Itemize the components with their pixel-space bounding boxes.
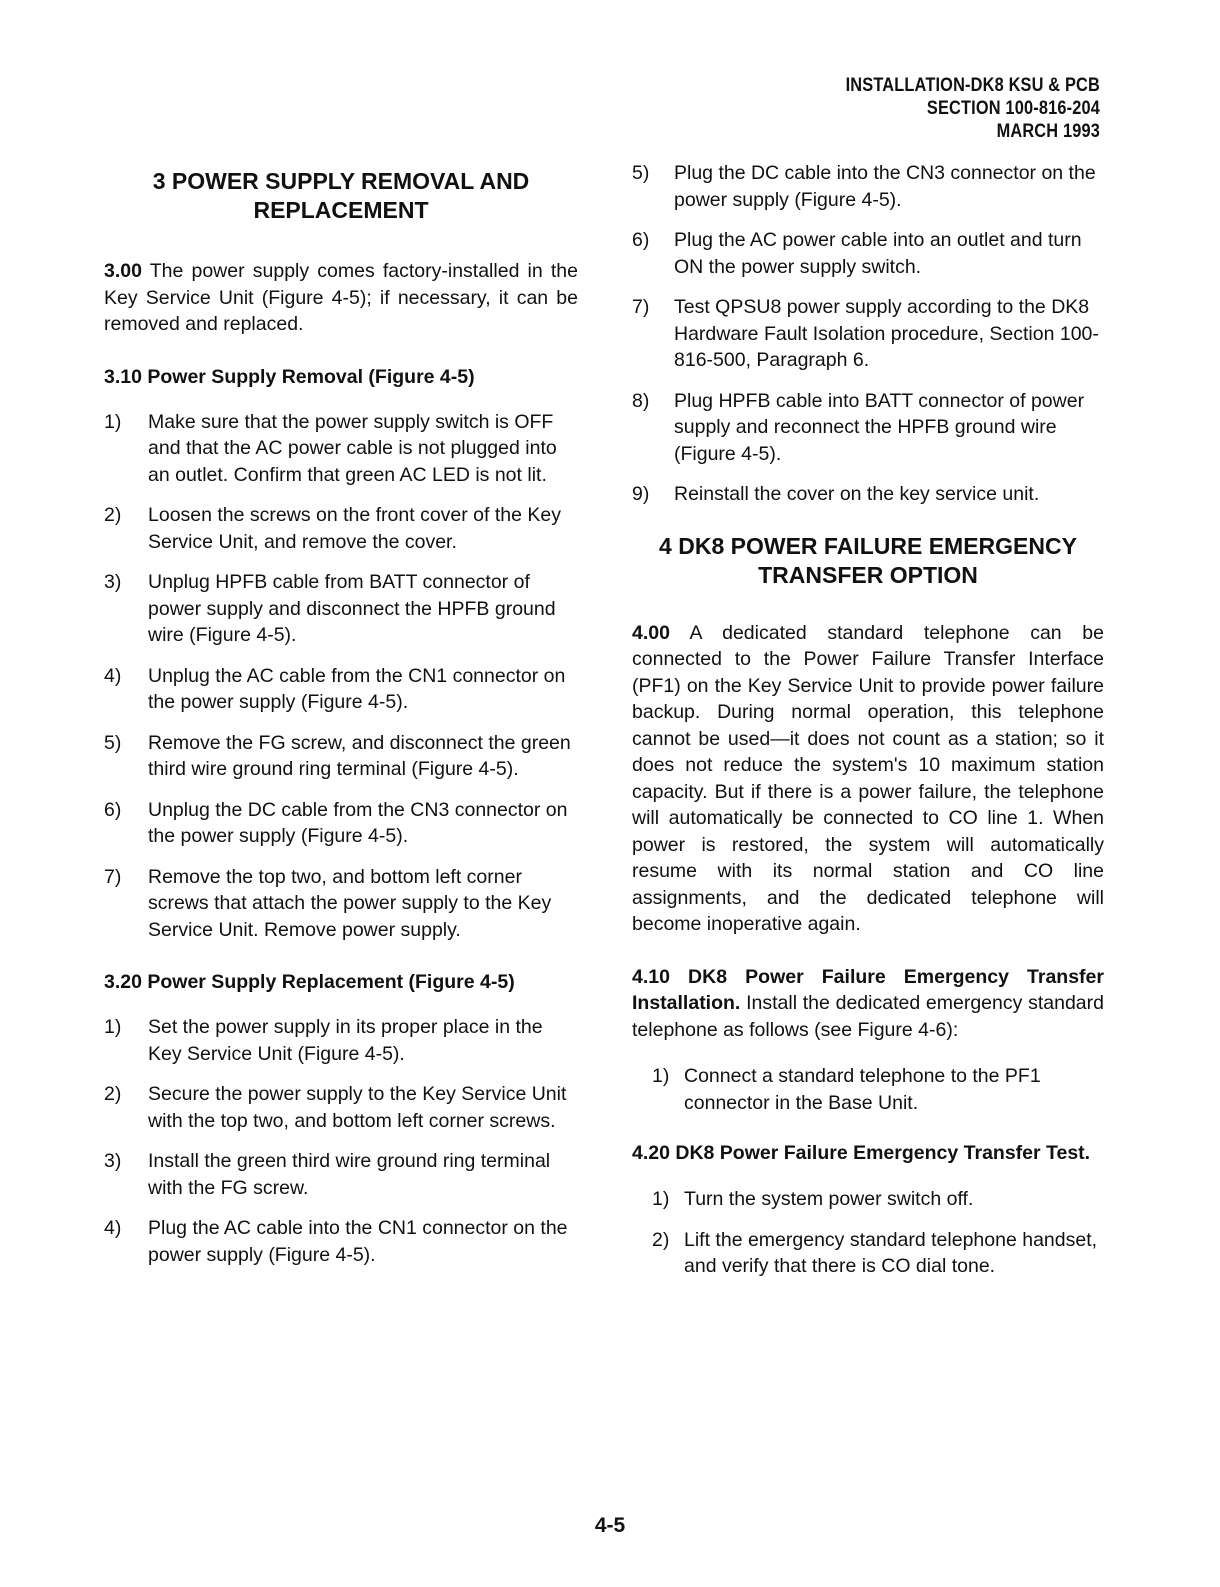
step-text: Plug the AC cable into the CN1 connector on the power supply (Figure 4-5). xyxy=(148,1217,568,1266)
step-text: Plug the DC cable into the CN3 connector on the power supply (Figure 4-5). xyxy=(674,162,1096,211)
paragraph-text: Install the dedicated emergency standard telephone as follows (see Figure 4-6): xyxy=(632,992,1104,1041)
step-number: 2) xyxy=(652,1228,670,1251)
list-item xyxy=(632,388,1104,468)
paragraph-4-00 xyxy=(632,620,1104,938)
step-text: Lift the emergency standard telephone handset, and verify that there is CO dial tone. xyxy=(684,1228,1098,1277)
right-column xyxy=(632,160,1104,1294)
list-item xyxy=(632,294,1104,374)
list-item xyxy=(104,1014,578,1067)
step-text: Test QPSU8 power supply according to the DK8 Hardware Fault Isolation procedure, Section 100-816-500, Paragraph 6. xyxy=(674,296,1099,371)
list-item xyxy=(632,1227,1104,1280)
step-number: 6) xyxy=(632,229,650,251)
page-number: 4-5 xyxy=(594,1514,626,1537)
list-item xyxy=(104,663,578,716)
list-item xyxy=(104,1215,578,1268)
step-text: Turn the system power switch off. xyxy=(684,1188,974,1210)
paragraph-number: 3.00 xyxy=(104,260,142,282)
step-number: 7) xyxy=(104,865,122,888)
list-item xyxy=(104,569,578,649)
step-text: Unplug the AC cable from the CN1 connector on the power supply (Figure 4-5). xyxy=(148,664,566,713)
step-number: 8) xyxy=(632,389,650,412)
header-title: INSTALLATION-DK8 KSU & PCB xyxy=(845,75,1100,96)
step-text: Reinstall the cover on the key service unit. xyxy=(674,483,1040,505)
step-text: Connect a standard telephone to the PF1 connector in the Base Unit. xyxy=(684,1065,1041,1114)
step-text: Unplug HPFB cable from BATT connector of power supply and disconnect the HPFB ground wire (Figure 4-5). xyxy=(148,571,556,646)
step-number: 4) xyxy=(104,664,122,687)
section-4-title: 4 DK8 POWER FAILURE EMERGENCY TRANSFER OPTION xyxy=(659,532,1077,588)
step-number: 1) xyxy=(652,1188,670,1210)
left-column xyxy=(104,160,578,1282)
step-number: 5) xyxy=(104,731,122,754)
paragraph-4-10 xyxy=(632,964,1104,1044)
replacement-heading: 3.20 Power Supply Replacement (Figure 4-5) xyxy=(104,971,515,993)
list-item xyxy=(632,160,1104,213)
test-heading: 4.20 DK8 Power Failure Emergency Transfer Test. xyxy=(632,1142,1091,1164)
step-text: Loosen the screws on the front cover of the Key Service Unit, and remove the cover. xyxy=(148,504,561,553)
step-number: 2) xyxy=(104,504,122,526)
replacement-steps-continued xyxy=(632,160,1104,508)
list-item xyxy=(632,1063,1104,1116)
list-item xyxy=(104,730,578,783)
step-number: 1) xyxy=(104,1016,122,1038)
header-date: MARCH 1993 xyxy=(996,121,1100,142)
list-item xyxy=(104,409,578,489)
list-item xyxy=(632,481,1104,508)
paragraph-number: 4.00 xyxy=(632,621,670,644)
installation-heading: 4.10 DK8 Power Failure Emergency Transfer Installation. xyxy=(632,965,1104,1014)
step-number: 4) xyxy=(104,1217,122,1239)
step-text: Plug the AC power cable into an outlet and turn ON the power supply switch. xyxy=(674,229,1082,278)
removal-heading: 3.10 Power Supply Removal (Figure 4-5) xyxy=(104,365,475,388)
step-number: 2) xyxy=(104,1083,122,1105)
replacement-steps xyxy=(104,1014,578,1268)
list-item xyxy=(104,502,578,555)
paragraph-text: The power supply comes factory-installed in the Key Service Unit (Figure 4-5); if necessary, it can be removed and replaced. xyxy=(104,260,578,335)
step-number: 7) xyxy=(632,296,650,318)
list-item xyxy=(632,227,1104,280)
paragraph-3-00 xyxy=(104,258,578,338)
list-item xyxy=(104,864,578,944)
section-3-title: 3 POWER SUPPLY REMOVAL AND REPLACEMENT xyxy=(152,168,530,223)
step-text: Remove the top two, and bottom left corner screws that attach the power supply to the Key Service Unit. Remove power supply. xyxy=(148,865,552,941)
step-number: 1) xyxy=(652,1065,670,1087)
step-number: 3) xyxy=(104,571,122,593)
list-item xyxy=(104,1081,578,1134)
header-section: SECTION 100-816-204 xyxy=(926,98,1100,119)
step-text: Make sure that the power supply switch is OFF and that the AC power cable is not plugged into an outlet. Confirm that green AC LED is not lit. xyxy=(148,410,557,486)
list-item xyxy=(104,1148,578,1201)
paragraph-text: A dedicated standard telephone can be connected to the Power Failure Transfer Interface (PF1) on the Key Service Unit to provide power failure backup. During normal operation, this telephone cannot be used—it does not count as a station; so it does not reduce the system's 10 maximum station capacity. But if there is a power failure, the telephone will automatically be connected to CO line 1. When power is restored, the system will automatically resume with its normal station and CO line assignments, and the dedicated telephone will become inoperative again. xyxy=(632,621,1104,935)
step-text: Secure the power supply to the Key Service Unit with the top two, and bottom left corner screws. xyxy=(148,1083,567,1132)
step-number: 6) xyxy=(104,798,122,821)
step-number: 9) xyxy=(632,483,650,505)
list-item xyxy=(632,1186,1104,1213)
list-item xyxy=(104,797,578,850)
step-text: Remove the FG screw, and disconnect the green third wire ground ring terminal (Figure 4-5). xyxy=(148,731,571,780)
step-text: Unplug the DC cable from the CN3 connector on the power supply (Figure 4-5). xyxy=(148,798,568,847)
installation-steps xyxy=(632,1063,1104,1116)
step-text: Set the power supply in its proper place in the Key Service Unit (Figure 4-5). xyxy=(148,1016,543,1065)
removal-steps xyxy=(104,409,578,944)
test-steps xyxy=(632,1186,1104,1280)
step-number: 3) xyxy=(104,1150,122,1172)
step-text: Plug HPFB cable into BATT connector of power supply and reconnect the HPFB ground wire (Figure 4-5). xyxy=(674,389,1085,465)
step-number: 5) xyxy=(632,162,650,184)
step-text: Install the green third wire ground ring terminal with the FG screw. xyxy=(148,1150,551,1199)
step-number: 1) xyxy=(104,410,122,433)
page-header xyxy=(756,74,1100,143)
